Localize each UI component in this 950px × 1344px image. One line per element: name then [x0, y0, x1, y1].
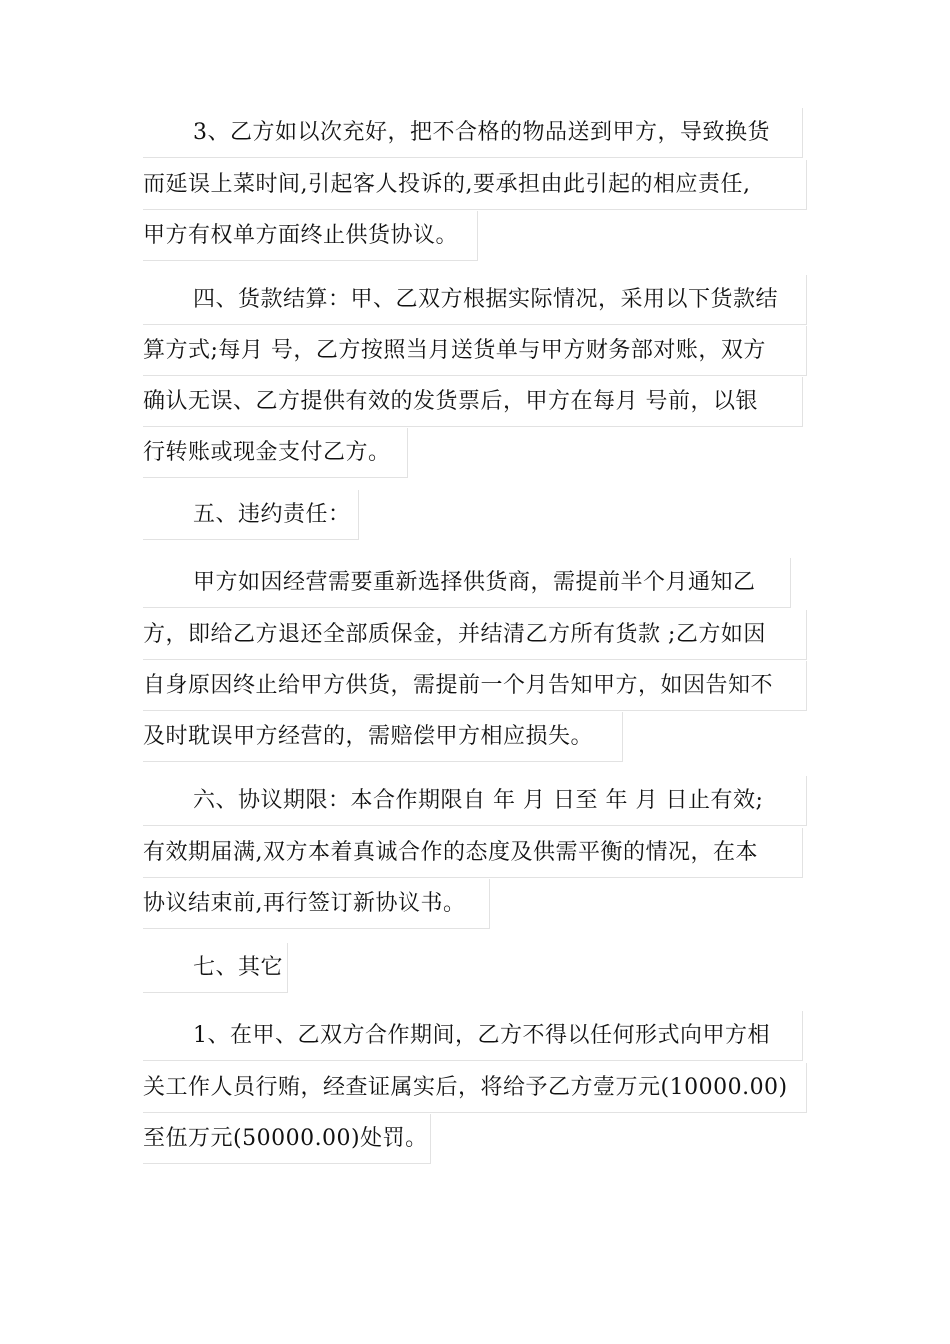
section-7-item-1-line-2: 关工作人员行贿，经查证属实后，将给予乙方壹万元(10000.00): [143, 1063, 807, 1113]
clause-3-line-3: 甲方有权单方面终止供货协议。: [143, 211, 478, 261]
clause-3-line-2: 而延误上菜时间,引起客人投诉的,要承担由此引起的相应责任,: [143, 160, 807, 210]
section-4-line-1: 四、货款结算：甲、乙双方根据实际情况，采用以下货款结: [143, 275, 807, 325]
clause-3-line-1: 3、乙方如以次充好，把不合格的物品送到甲方，导致换货: [143, 108, 803, 158]
section-7-item-1-line-3: 至伍万元(50000.00)处罚。: [143, 1114, 431, 1164]
section-4-line-3: 确认无误、乙方提供有效的发货票后，甲方在每月 号前，以银: [143, 377, 803, 427]
section-5-line-4: 及时耽误甲方经营的，需赔偿甲方相应损失。: [143, 712, 623, 762]
section-5-heading: 五、违约责任：: [143, 490, 359, 540]
section-6-line-1: 六、协议期限：本合作期限自 年 月 日至 年 月 日止有效;: [143, 776, 807, 826]
section-5-line-2: 方，即给乙方退还全部质保金，并结清乙方所有货款 ;乙方如因: [143, 610, 807, 660]
section-7-item-1-line-1: 1、在甲、乙双方合作期间，乙方不得以任何形式向甲方相: [143, 1011, 803, 1061]
section-5-line-1: 甲方如因经营需要重新选择供货商，需提前半个月通知乙: [143, 558, 791, 608]
section-4-line-4: 行转账或现金支付乙方。: [143, 428, 408, 478]
section-6-line-3: 协议结束前,再行签订新协议书。: [143, 879, 490, 929]
section-7-heading: 七、其它: [143, 943, 288, 993]
section-5-line-3: 自身原因终止给甲方供货，需提前一个月告知甲方，如因告知不: [143, 661, 807, 711]
section-4-line-2: 算方式;每月 号，乙方按照当月送货单与甲方财务部对账，双方: [143, 326, 807, 376]
section-6-line-2: 有效期届满,双方本着真诚合作的态度及供需平衡的情况，在本: [143, 828, 803, 878]
